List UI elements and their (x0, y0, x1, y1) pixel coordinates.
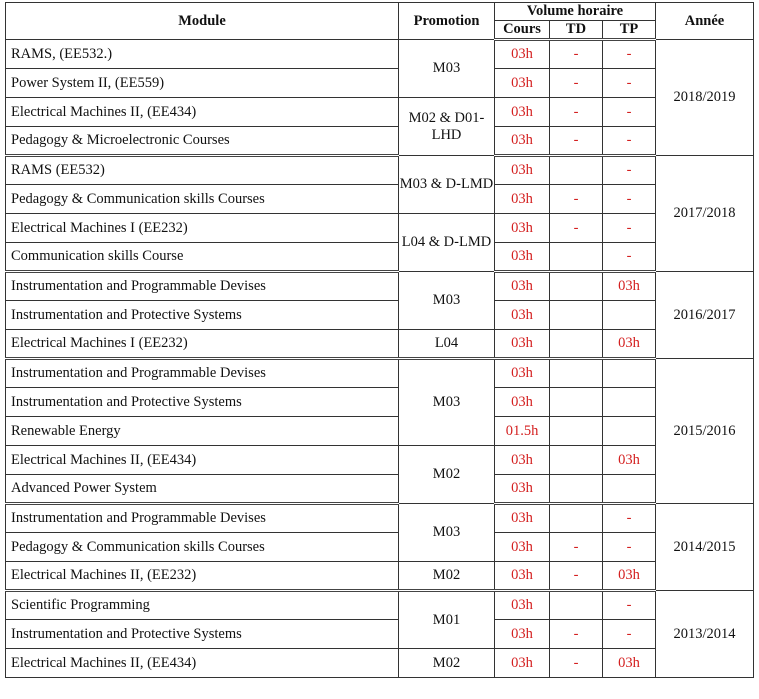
td-cell: - (550, 562, 603, 591)
tp-cell (603, 417, 656, 446)
cours-cell: 03h (495, 214, 550, 243)
tp-cell: 03h (603, 446, 656, 475)
cours-cell: 03h (495, 127, 550, 156)
promotion-cell: M03 & D-LMD (399, 156, 495, 214)
cours-cell: 01.5h (495, 417, 550, 446)
year-cell: 2018/2019 (656, 40, 754, 156)
table-row (6, 272, 754, 301)
td-cell: - (550, 214, 603, 243)
promotion-cell: M03 (399, 359, 495, 446)
header-td: TD (550, 21, 603, 40)
td-cell: - (550, 127, 603, 156)
module-cell: Instrumentation and Protective Systems (6, 388, 399, 417)
td-cell (550, 156, 603, 185)
tp-cell: - (603, 620, 656, 649)
td-cell (550, 591, 603, 620)
tp-cell: - (603, 40, 656, 69)
cours-cell: 03h (495, 504, 550, 533)
td-cell (550, 417, 603, 446)
table-row (6, 156, 754, 185)
promotion-cell: L04 (399, 330, 495, 359)
cours-cell: 03h (495, 69, 550, 98)
table-row (6, 40, 754, 69)
tp-cell: - (603, 243, 656, 272)
promotion-cell: M02 (399, 446, 495, 504)
year-cell: 2014/2015 (656, 504, 754, 591)
table-row (6, 388, 754, 417)
table-row (6, 562, 754, 591)
cours-cell: 03h (495, 40, 550, 69)
header-promotion: Promotion (399, 3, 495, 40)
td-cell: - (550, 649, 603, 678)
cours-cell: 03h (495, 475, 550, 504)
header-annee: Année (656, 3, 754, 40)
module-cell: Electrical Machines II, (EE232) (6, 562, 399, 591)
header-module: Module (6, 3, 399, 40)
module-cell: Instrumentation and Programmable Devises (6, 272, 399, 301)
year-cell: 2016/2017 (656, 272, 754, 359)
promotion-cell: M02 & D01-LHD (399, 98, 495, 156)
module-cell: Instrumentation and Programmable Devises (6, 504, 399, 533)
year-cell: 2013/2014 (656, 591, 754, 678)
table-row (6, 417, 754, 446)
table-row (6, 69, 754, 98)
td-cell: - (550, 533, 603, 562)
table-row (6, 649, 754, 678)
module-cell: RAMS (EE532) (6, 156, 399, 185)
tp-cell: - (603, 127, 656, 156)
table-row (6, 214, 754, 243)
promotion-cell: M03 (399, 40, 495, 98)
td-cell (550, 359, 603, 388)
module-cell: Electrical Machines I (EE232) (6, 214, 399, 243)
cours-cell: 03h (495, 185, 550, 214)
td-cell: - (550, 185, 603, 214)
tp-cell: - (603, 504, 656, 533)
module-cell: Instrumentation and Protective Systems (6, 620, 399, 649)
tp-cell: - (603, 98, 656, 127)
cours-cell: 03h (495, 388, 550, 417)
table-row (6, 620, 754, 649)
cours-cell: 03h (495, 272, 550, 301)
module-cell: Electrical Machines II, (EE434) (6, 649, 399, 678)
cours-cell: 03h (495, 243, 550, 272)
table-row (6, 359, 754, 388)
table-row (6, 504, 754, 533)
tp-cell: - (603, 591, 656, 620)
module-cell: Instrumentation and Protective Systems (6, 301, 399, 330)
td-cell: - (550, 98, 603, 127)
tp-cell: 03h (603, 649, 656, 678)
tp-cell: - (603, 214, 656, 243)
cours-cell: 03h (495, 620, 550, 649)
module-cell: Electrical Machines I (EE232) (6, 330, 399, 359)
cours-cell: 03h (495, 301, 550, 330)
module-cell: Electrical Machines II, (EE434) (6, 98, 399, 127)
promotion-cell: L04 & D-LMD (399, 214, 495, 272)
module-cell: Advanced Power System (6, 475, 399, 504)
cours-cell: 03h (495, 156, 550, 185)
tp-cell: 03h (603, 272, 656, 301)
tp-cell: - (603, 156, 656, 185)
td-cell (550, 446, 603, 475)
table-row (6, 446, 754, 475)
year-cell: 2015/2016 (656, 359, 754, 504)
promotion-cell: M02 (399, 562, 495, 591)
header-cours: Cours (495, 21, 550, 40)
td-cell (550, 388, 603, 417)
table-body (6, 40, 754, 678)
cours-cell: 03h (495, 533, 550, 562)
promotion-cell: M01 (399, 591, 495, 649)
table-row (6, 591, 754, 620)
tp-cell (603, 475, 656, 504)
promotion-cell: M02 (399, 649, 495, 678)
year-cell: 2017/2018 (656, 156, 754, 272)
promotion-cell: M03 (399, 504, 495, 562)
td-cell (550, 301, 603, 330)
cours-cell: 03h (495, 446, 550, 475)
tp-cell: 03h (603, 330, 656, 359)
cours-cell: 03h (495, 562, 550, 591)
tp-cell: - (603, 533, 656, 562)
table-row (6, 185, 754, 214)
table-row (6, 533, 754, 562)
cours-cell: 03h (495, 330, 550, 359)
table-row (6, 475, 754, 504)
table-row (6, 127, 754, 156)
table-row (6, 330, 754, 359)
module-cell: Pedagogy & Communication skills Courses (6, 185, 399, 214)
td-cell (550, 330, 603, 359)
tp-cell: - (603, 185, 656, 214)
tp-cell (603, 388, 656, 417)
promotion-cell: M03 (399, 272, 495, 330)
table-row (6, 301, 754, 330)
cours-cell: 03h (495, 649, 550, 678)
module-cell: Pedagogy & Communication skills Courses (6, 533, 399, 562)
table-row (6, 243, 754, 272)
cours-cell: 03h (495, 359, 550, 388)
cours-cell: 03h (495, 98, 550, 127)
td-cell: - (550, 69, 603, 98)
module-cell: RAMS, (EE532.) (6, 40, 399, 69)
module-cell: Communication skills Course (6, 243, 399, 272)
module-cell: Scientific Programming (6, 591, 399, 620)
tp-cell (603, 301, 656, 330)
td-cell (550, 475, 603, 504)
teaching-table (5, 2, 754, 678)
td-cell (550, 504, 603, 533)
tp-cell (603, 359, 656, 388)
td-cell: - (550, 620, 603, 649)
cours-cell: 03h (495, 591, 550, 620)
module-cell: Electrical Machines II, (EE434) (6, 446, 399, 475)
module-cell: Power System II, (EE559) (6, 69, 399, 98)
header-volume: Volume horaire (495, 3, 656, 21)
module-cell: Renewable Energy (6, 417, 399, 446)
table-row (6, 98, 754, 127)
tp-cell: 03h (603, 562, 656, 591)
td-cell (550, 272, 603, 301)
td-cell: - (550, 40, 603, 69)
header-tp: TP (603, 21, 656, 40)
module-cell: Pedagogy & Microelectronic Courses (6, 127, 399, 156)
td-cell (550, 243, 603, 272)
module-cell: Instrumentation and Programmable Devises (6, 359, 399, 388)
tp-cell: - (603, 69, 656, 98)
